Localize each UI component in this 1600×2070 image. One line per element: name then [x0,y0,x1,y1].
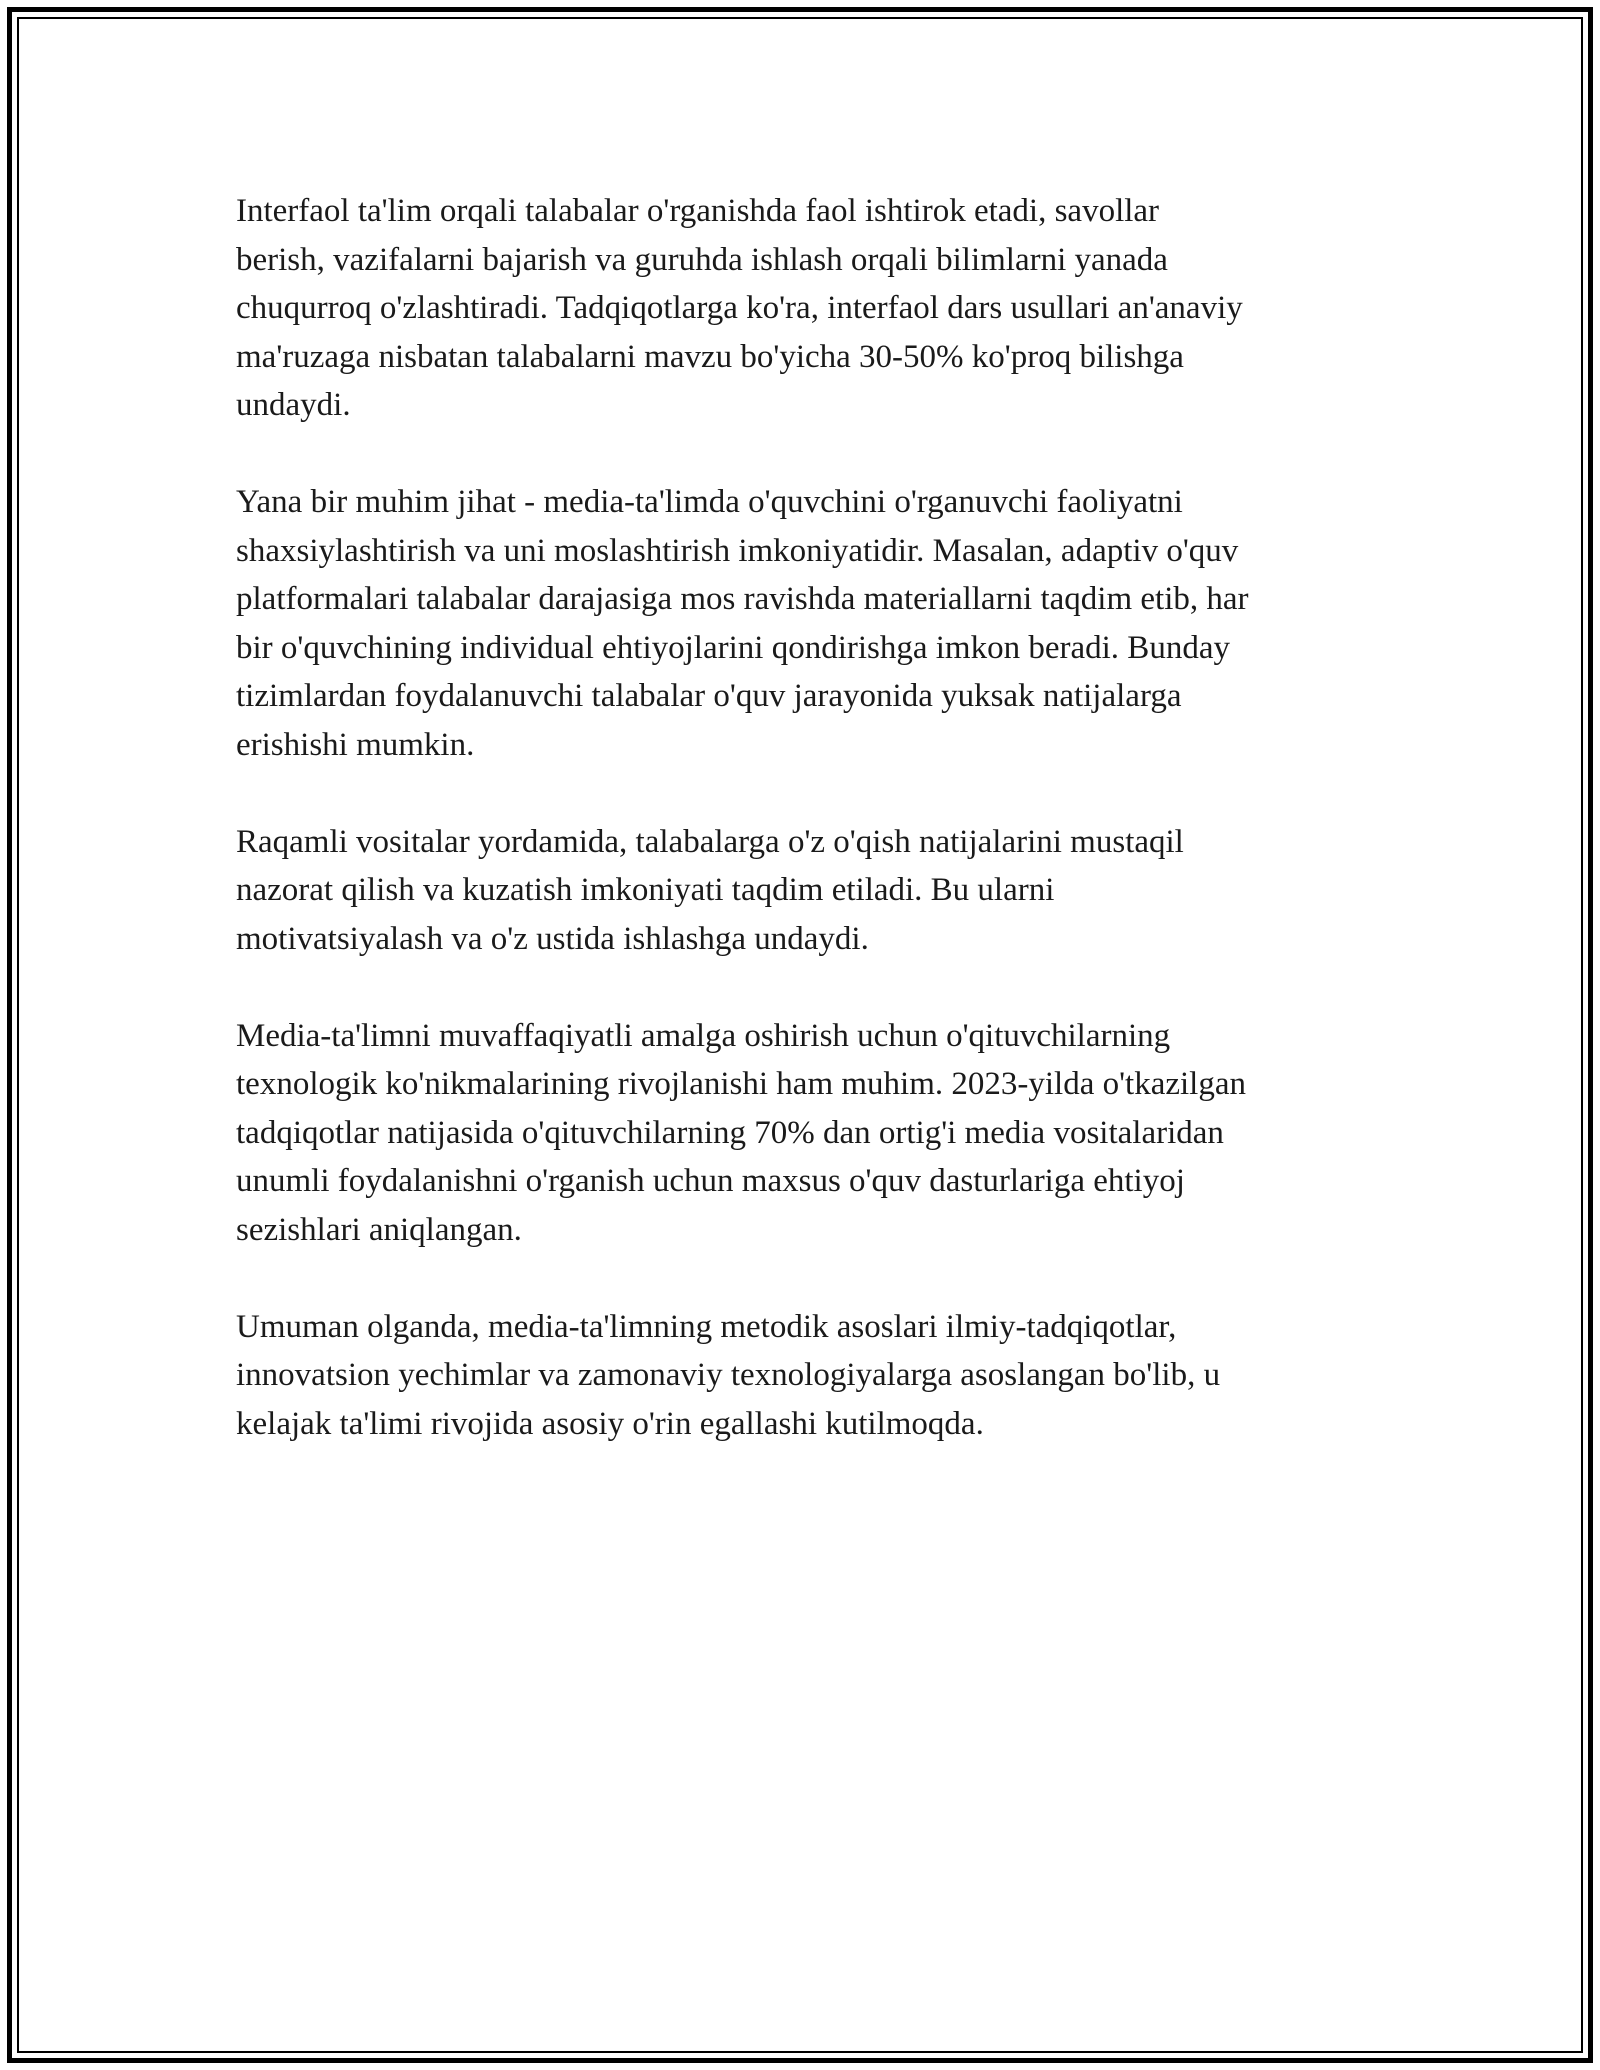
document-body [236,187,1366,1448]
paragraph-personalization: Yana bir muhim jihat - media-ta'limda o'quvchini o'rganuvchi faoliyatni shaxsiylashtirish va uni moslashtirish imkoniyatidir. Masalan, adaptiv o'quv platformalari talabalar darajasiga mos ravishda materiallarni taqdim etib, har bir o'quvchining individual ehtiyojlarini qondirishga imkon beradi. Bunday tizimlardan foydalanuvchi talabalar o'quv jarayonida yuksak natijalarga erishishi mumkin. [236,484,1249,763]
paragraph-conclusion: Umuman olganda, media-ta'limning metodik asoslari ilmiy-tadqiqotlar, innovatsion yechimlar va zamonaviy texnologiyalarga asoslangan bo'lib, u kelajak ta'limi rivojida asosiy o'rin egallashi kutilmoqda. [236,1308,1221,1442]
paragraph-teacher-skills: Media-ta'limni muvaffaqiyatli amalga oshirish uchun o'qituvchilarning texnologik ko'nikmalarining rivojlanishi ham muhim. 2023-yilda o'tkazilgan tadqiqotlar natijasida o'qituvchilarning 70% dan ortig'i media vositalaridan unumli foydalanishni o'rganish uchun maxsus o'quv dasturlariga ehtiyoj sezishlari aniqlangan. [236,1017,1246,1248]
paragraph-interactive-learning: Interfaol ta'lim orqali talabalar o'rganishda faol ishtirok etadi, savollar berish, vazifalarni bajarish va guruhda ishlash orqali bilimlarni yanada chuqurroq o'zlashtiradi. Tadqiqotlarga ko'ra, interfaol dars usullari an'anaviy ma'ruzaga nisbatan talabalarni mavzu bo'yicha 30-50% ko'proq bilishga undaydi. [236,193,1243,423]
paragraph-digital-tools: Raqamli vositalar yordamida, talabalarga o'z o'qish natijalarini mustaqil nazorat qilish va kuzatish imkoniyati taqdim etiladi. Bu ularni motivatsiyalash va o'z ustida ishlashga undaydi. [236,823,1184,957]
